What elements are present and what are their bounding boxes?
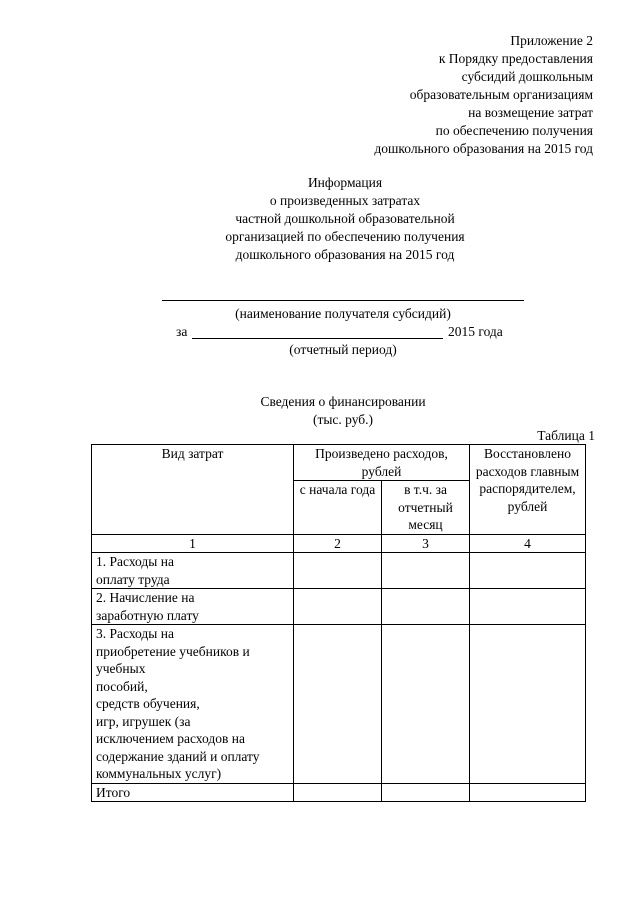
- title-line: дошкольного образования на 2015 год: [235, 247, 455, 262]
- table-label: Таблица 1: [537, 428, 595, 443]
- period-caption: (отчетный период): [289, 342, 397, 357]
- column-number: 4: [470, 534, 586, 553]
- period-suffix: 2015 года: [448, 324, 503, 339]
- this-month-cell[interactable]: [382, 553, 470, 589]
- period-row: [176, 323, 516, 343]
- header-expense-type: Вид затрат: [92, 445, 294, 535]
- appendix-line: Приложение 2: [510, 33, 593, 48]
- restored-cell[interactable]: [470, 553, 586, 589]
- row-label: 2. Начисление на заработную плату: [92, 589, 294, 625]
- header-produced: Произведено расходов, рублей: [294, 445, 470, 481]
- financing-title-text: Сведения о финансировании: [260, 394, 426, 409]
- title-line: о произведенных затратах: [269, 193, 421, 208]
- appendix-line: субсидий дошкольным: [461, 69, 593, 84]
- appendix-line: образовательным организациям: [409, 87, 593, 102]
- period-blank[interactable]: [192, 338, 443, 339]
- appendix-line: по обеспечению получения: [435, 123, 593, 138]
- since-start-cell[interactable]: [294, 589, 382, 625]
- row-label: 1. Расходы на оплату труда: [92, 553, 294, 589]
- financing-table: [91, 444, 586, 802]
- recipient-name-blank[interactable]: [162, 300, 524, 301]
- period-prefix: за: [176, 324, 188, 339]
- this-month-cell[interactable]: [382, 783, 470, 802]
- financing-units: (тыс. руб.): [312, 412, 374, 427]
- since-start-cell[interactable]: [294, 625, 382, 784]
- total-label: Итого: [92, 783, 294, 802]
- column-number: 1: [92, 534, 294, 553]
- row-label: 3. Расходы на приобретение учебников и учебных пособий, средств обучения, игр, игрушек (за исключением расходов на содержание зданий и оплату коммунальных услуг): [92, 625, 294, 784]
- title-line: частной дошкольной образовательной: [235, 211, 455, 226]
- appendix-header: [273, 32, 593, 158]
- column-number: 3: [382, 534, 470, 553]
- appendix-line: на возмещение затрат: [468, 105, 593, 120]
- since-start-cell[interactable]: [294, 553, 382, 589]
- title-line: организацией по обеспечению получения: [225, 229, 465, 244]
- restored-cell[interactable]: [470, 783, 586, 802]
- header-since-start: с начала года: [294, 481, 382, 535]
- restored-cell[interactable]: [470, 589, 586, 625]
- header-restored: Восстановлено расходов главным распорядителем, рублей: [470, 445, 586, 535]
- recipient-caption: (наименование получателя субсидий): [235, 306, 451, 321]
- column-number: 2: [294, 534, 382, 553]
- document-title: [0, 174, 640, 264]
- appendix-line: дошкольного образования на 2015 год: [374, 141, 593, 156]
- restored-cell[interactable]: [470, 625, 586, 784]
- header-this-month: в т.ч. за отчетный месяц: [382, 481, 470, 535]
- this-month-cell[interactable]: [382, 589, 470, 625]
- appendix-line: к Порядку предоставления: [438, 51, 593, 66]
- this-month-cell[interactable]: [382, 625, 470, 784]
- financing-title: [162, 393, 524, 429]
- title-line: Информация: [307, 175, 383, 190]
- since-start-cell[interactable]: [294, 783, 382, 802]
